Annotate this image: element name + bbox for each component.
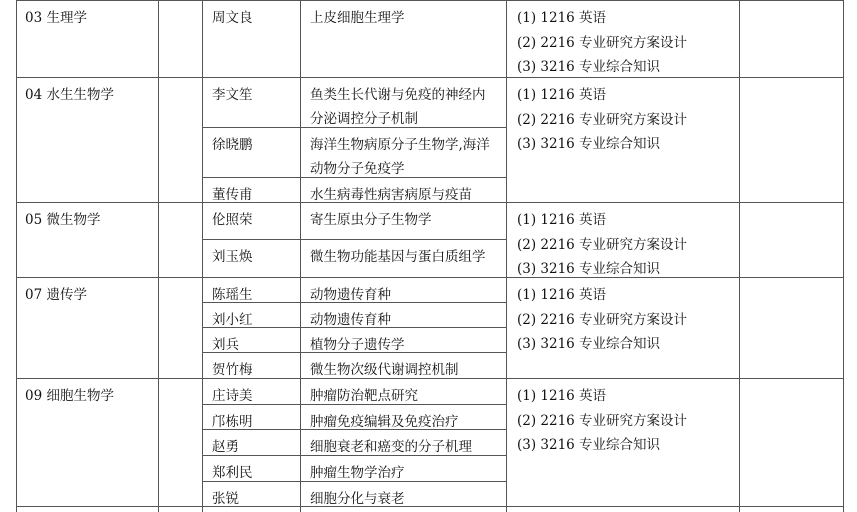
exam-subject: (2) 2216 专业研究方案设计 bbox=[517, 236, 688, 253]
advisor-line-1-1 bbox=[202, 127, 506, 128]
advisor-name: 伦照荣 bbox=[212, 212, 253, 228]
research-direction: 海洋生物病原分子生物学,海洋 bbox=[310, 137, 490, 153]
exam-subject: (1) 1216 英语 bbox=[517, 87, 607, 103]
advisor-name: 董传甫 bbox=[212, 187, 253, 203]
research-direction: 微生物次级代谢调控机制 bbox=[310, 362, 459, 378]
advisor-name: 刘玉焕 bbox=[212, 249, 253, 265]
advisor-line-4-4 bbox=[202, 481, 506, 482]
exam-subject: (3) 3216 专业综合知识 bbox=[517, 437, 661, 454]
specialty-name: 09 细胞生物学 bbox=[25, 388, 114, 404]
research-direction: 细胞分化与衰老 bbox=[310, 491, 405, 507]
research-direction: 动物分子免疫学 bbox=[310, 161, 405, 177]
exam-subject: (1) 1216 英语 bbox=[517, 388, 607, 404]
research-direction: 肿瘤免疫编辑及免疫治疗 bbox=[310, 414, 459, 430]
research-direction: 肿瘤生物学治疗 bbox=[310, 465, 405, 481]
specialty-name: 03 生理学 bbox=[25, 10, 87, 26]
advisor-line-2-1 bbox=[202, 239, 506, 240]
research-direction: 肿瘤防治靶点研究 bbox=[310, 388, 418, 404]
research-direction: 水生病毒性病害病原与疫苗 bbox=[310, 187, 472, 203]
research-direction: 动物遗传育种 bbox=[310, 312, 391, 328]
research-direction: 寄生原虫分子生物学 bbox=[310, 212, 432, 228]
research-direction: 动物遗传育种 bbox=[310, 287, 391, 303]
advisor-name: 张锐 bbox=[212, 491, 239, 507]
advisor-name: 陈瑶生 bbox=[212, 287, 253, 303]
exam-subject: (3) 3216 专业综合知识 bbox=[517, 136, 661, 153]
exam-subject: (3) 3216 专业综合知识 bbox=[517, 336, 661, 353]
advisor-name: 刘兵 bbox=[212, 337, 239, 353]
specialty-name: 07 遗传学 bbox=[25, 287, 87, 303]
research-direction: 上皮细胞生理学 bbox=[310, 10, 405, 26]
exam-subject: (2) 2216 专业研究方案设计 bbox=[517, 311, 688, 328]
specialty-name: 05 微生物学 bbox=[25, 212, 101, 228]
section-line-2 bbox=[16, 277, 844, 278]
exam-subject: (1) 1216 英语 bbox=[517, 287, 607, 303]
advisor-name: 邝栋明 bbox=[212, 414, 253, 430]
advisor-name: 贺竹梅 bbox=[212, 362, 253, 378]
section-line-3 bbox=[16, 378, 844, 379]
advisor-name: 徐晓鹏 bbox=[212, 137, 253, 153]
row-line-bottom bbox=[16, 506, 844, 507]
exam-subject: (1) 1216 英语 bbox=[517, 10, 607, 26]
exam-subject: (2) 2216 专业研究方案设计 bbox=[517, 412, 688, 429]
advisor-name: 李文笙 bbox=[212, 87, 253, 103]
row-line-top bbox=[16, 0, 843, 1]
advisor-line-4-3 bbox=[202, 455, 506, 456]
research-direction: 植物分子遗传学 bbox=[310, 337, 405, 353]
research-direction: 鱼类生长代谢与免疫的神经内 bbox=[310, 87, 486, 103]
research-direction: 微生物功能基因与蛋白质组学 bbox=[310, 249, 486, 265]
advisor-name: 庄诗美 bbox=[212, 388, 253, 404]
specialty-name: 04 水生生物学 bbox=[25, 87, 114, 103]
advisor-name: 刘小红 bbox=[212, 312, 253, 328]
advisor-name: 赵勇 bbox=[212, 439, 239, 455]
exam-subject: (2) 2216 专业研究方案设计 bbox=[517, 34, 688, 51]
exam-subject: (3) 3216 专业综合知识 bbox=[517, 261, 661, 278]
advisor-name: 周文良 bbox=[212, 10, 253, 26]
exam-subject: (3) 3216 专业综合知识 bbox=[517, 59, 661, 76]
research-direction: 分泌调控分子机制 bbox=[310, 111, 418, 127]
research-direction: 细胞衰老和癌变的分子机理 bbox=[310, 439, 472, 455]
advisor-line-4-1 bbox=[202, 404, 506, 405]
section-line-0 bbox=[16, 77, 844, 78]
exam-subject: (2) 2216 专业研究方案设计 bbox=[517, 111, 688, 128]
advisor-name: 郑利民 bbox=[212, 465, 253, 481]
exam-subject: (1) 1216 英语 bbox=[517, 212, 607, 228]
advisor-line-1-2 bbox=[202, 177, 506, 178]
